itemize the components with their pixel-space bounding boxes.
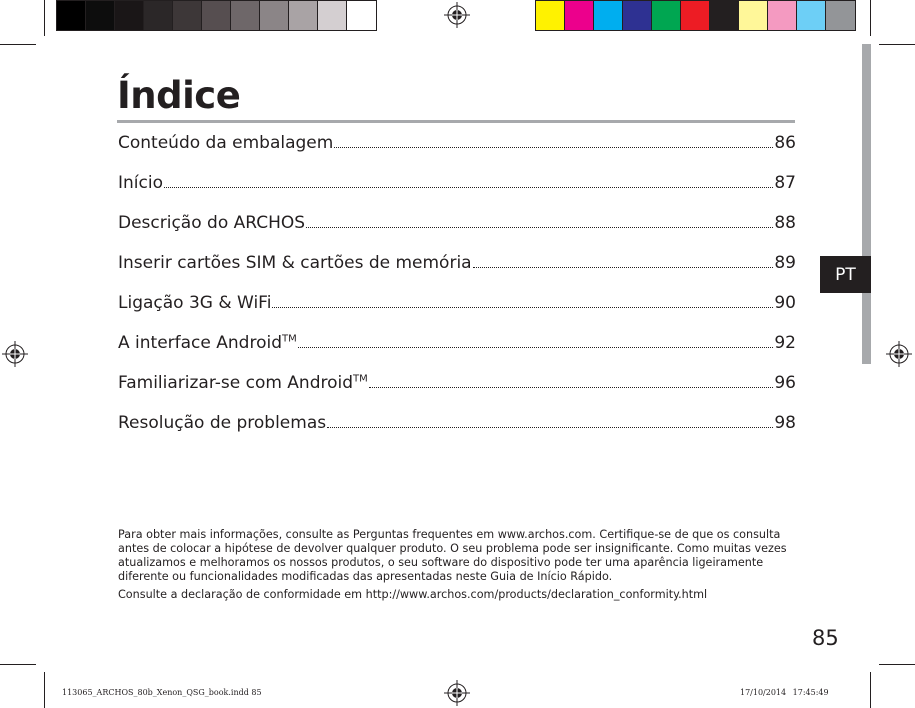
registration-mark-icon [444, 2, 470, 28]
toc-entry-label [118, 133, 333, 153]
toc-entry [118, 253, 796, 293]
crop-mark [879, 44, 915, 45]
color-swatch [144, 1, 173, 30]
toc-entry [118, 293, 796, 333]
language-tab-label: PT [835, 264, 856, 285]
color-swatch [231, 1, 260, 30]
toc-entry-text: Resolução de problemas [118, 413, 327, 433]
color-swatch [86, 1, 115, 30]
color-swatch [826, 1, 855, 30]
toc-entry [118, 133, 796, 173]
crop-mark [0, 664, 36, 665]
slug-filename: 113065_ARCHOS_80b_Xenon_QSG_book.indd 85 [62, 688, 262, 697]
toc-entry-text: Inserir cartões SIM & cartões de memória [118, 253, 472, 273]
color-swatch [797, 1, 826, 30]
crop-mark [44, 0, 45, 36]
color-swatch [652, 1, 681, 30]
dot-leader [298, 346, 774, 348]
slug-date: 17/10/2014 [740, 688, 787, 697]
toc-entry-page: 96 [774, 373, 796, 393]
registration-mark-icon [886, 341, 912, 367]
crop-mark [870, 672, 871, 708]
crop-mark [44, 672, 45, 708]
toc-entry-label [118, 213, 305, 233]
color-swatch [594, 1, 623, 30]
toc-entry-label [118, 293, 271, 313]
toc-entry-text: Conteúdo da embalagem [118, 133, 334, 153]
toc-entry-page: 88 [774, 213, 796, 233]
toc-entry-page: 87 [774, 173, 796, 193]
color-swatch [173, 1, 202, 30]
toc-entry-text: A interface Android [118, 333, 282, 353]
dot-leader [473, 266, 774, 268]
slug-timestamp [740, 688, 829, 697]
toc-entry [118, 373, 796, 413]
info-paragraph: Para obter mais informações, consulte as Perguntas frequentes em www.archos.com. Certifique-se de que os consulta antes de colocar a hipótese de devolver qualquer produto. O seu problema pode ser insignificante. Como muitas vezes atualizamos e melhoramos os nossos produtos, o seu software do dispositivo pode ter uma aparência ligeiramente diferente ou funcionalidades modificadas das apresentadas neste Guia de Início Rápido. [118, 528, 787, 583]
title-rule [117, 120, 795, 123]
table-of-contents [118, 133, 796, 453]
toc-entry-page: 86 [774, 133, 796, 153]
color-swatch [57, 1, 86, 30]
trademark-superscript: TM [353, 373, 368, 385]
toc-entry-label [118, 173, 163, 193]
color-swatch [347, 1, 376, 30]
toc-entry-label [118, 373, 368, 393]
trademark-superscript: TM [281, 333, 297, 345]
color-swatch [536, 1, 565, 30]
registration-mark-icon [2, 341, 28, 367]
color-swatch [260, 1, 289, 30]
toc-entry-page: 92 [774, 333, 796, 353]
crop-mark [879, 664, 915, 665]
crop-mark [870, 0, 871, 36]
dot-leader [272, 306, 773, 308]
toc-entry-page: 90 [774, 293, 796, 313]
side-strip [862, 44, 871, 364]
color-swatch [565, 1, 594, 30]
toc-entry [118, 333, 796, 373]
dot-leader [327, 426, 773, 428]
color-swatch [739, 1, 768, 30]
color-swatch [681, 1, 710, 30]
color-swatch [289, 1, 318, 30]
color-swatch [710, 1, 739, 30]
color-swatch [318, 1, 347, 30]
crop-mark [0, 44, 36, 45]
toc-entry-text: Familiarizar-se com Android [118, 373, 354, 393]
color-swatch [115, 1, 144, 30]
page-title: Índice [117, 74, 241, 117]
dot-leader [306, 226, 773, 228]
info-block [118, 528, 808, 602]
toc-entry-text: Descrição do ARCHOS [118, 213, 306, 233]
page-number: 85 [812, 626, 839, 650]
slug-time: 17:45:49 [792, 688, 829, 697]
color-swatch [768, 1, 797, 30]
toc-entry-page: 89 [774, 253, 796, 273]
toc-entry-label [118, 253, 472, 273]
registration-mark-icon [444, 680, 470, 706]
process-color-bar [535, 0, 856, 31]
toc-entry-label [118, 333, 297, 353]
grayscale-color-bar [56, 0, 377, 31]
toc-entry [118, 413, 796, 453]
dot-leader [164, 186, 773, 188]
dot-leader [334, 146, 773, 148]
declaration-text: Consulte a declaração de conformidade em http://www.archos.com/products/declaration_conformity.html [118, 588, 708, 601]
dot-leader [369, 386, 774, 388]
toc-entry [118, 173, 796, 213]
toc-entry-text: Início [118, 173, 163, 193]
toc-entry [118, 213, 796, 253]
color-swatch [202, 1, 231, 30]
toc-entry-label [118, 413, 326, 433]
toc-entry-text: Ligação 3G & WiFi [118, 293, 272, 313]
language-tab [820, 256, 871, 293]
toc-entry-page: 98 [774, 413, 796, 433]
color-swatch [623, 1, 652, 30]
